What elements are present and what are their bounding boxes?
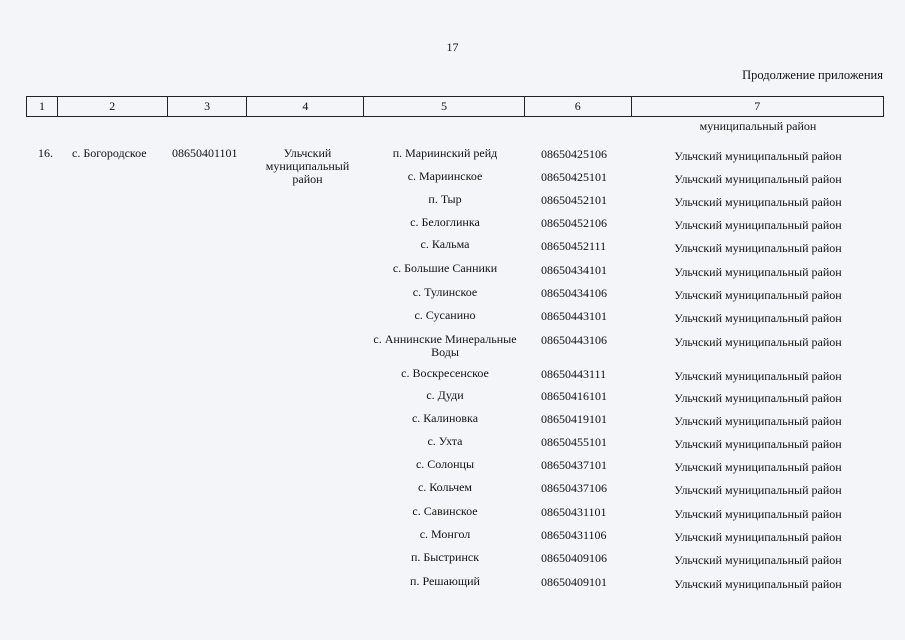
settlement-district: Ульчский муниципальный район xyxy=(674,335,842,349)
settlement-district: Ульчский муниципальный район xyxy=(674,149,842,163)
settlement-name: с. Большие Санники xyxy=(392,261,498,275)
settlement-district: Ульчский муниципальный район xyxy=(674,195,842,209)
table-header-row xyxy=(26,96,884,117)
settlement-district: Ульчский муниципальный район xyxy=(674,369,842,383)
header-col-4: 4 xyxy=(247,97,364,116)
header-col-2: 2 xyxy=(58,97,168,116)
settlement-district: Ульчский муниципальный район xyxy=(674,507,842,521)
settlement-name: с. Монгол xyxy=(419,527,471,541)
header-col-5: 5 xyxy=(364,97,525,116)
header-col-7: 7 xyxy=(754,99,761,113)
settlement-district: Ульчский муниципальный район xyxy=(674,577,842,591)
settlement-name: п. Решающий xyxy=(410,574,480,588)
settlement-code: 08650409101 xyxy=(541,575,607,589)
page-number: 17 xyxy=(446,40,459,54)
settlement-code: 08650416101 xyxy=(541,389,607,403)
continuation-text: муниципальный район xyxy=(699,119,817,133)
settlement-name: с. Калиновка xyxy=(411,411,479,425)
settlement-name: с. Солонцы xyxy=(415,457,475,471)
settlement-district: Ульчский муниципальный район xyxy=(674,391,842,405)
settlement-name: с. Дуди xyxy=(426,388,464,402)
settlement-code: 08650419101 xyxy=(541,412,607,426)
settlement-code: 08650431101 xyxy=(541,505,607,519)
header-col-3: 3 xyxy=(168,97,248,116)
settlement-code: 08650443101 xyxy=(541,309,607,323)
entry-settlement: с. Богородское xyxy=(72,146,147,160)
settlement-district: Ульчский муниципальный район xyxy=(674,414,842,428)
settlement-district: Ульчский муниципальный район xyxy=(674,460,842,474)
header-col-6: 6 xyxy=(525,97,632,116)
settlement-name: п. Мариинский рейд xyxy=(392,146,498,160)
settlement-name: п. Тыр xyxy=(428,192,462,206)
settlement-name: с. Тулинское xyxy=(412,285,478,299)
settlement-name: с. Кальма xyxy=(420,237,470,251)
entry-okato: 08650401101 xyxy=(172,146,238,160)
settlement-code: 08650425101 xyxy=(541,170,607,184)
settlement-code: 08650452111 xyxy=(541,239,607,253)
settlement-name: с. Сусанино xyxy=(414,308,476,322)
settlement-code: 08650452106 xyxy=(541,216,607,230)
header-col-1: 1 xyxy=(27,97,58,116)
settlement-district: Ульчский муниципальный район xyxy=(674,437,842,451)
settlement-name: с. Ухта xyxy=(427,434,463,448)
settlement-code: 08650452101 xyxy=(541,193,607,207)
settlement-district: Ульчский муниципальный район xyxy=(674,218,842,232)
settlement-district: Ульчский муниципальный район xyxy=(674,265,842,279)
settlement-code: 08650443111 xyxy=(541,367,607,381)
settlement-district: Ульчский муниципальный район xyxy=(674,553,842,567)
settlement-code: 08650409106 xyxy=(541,551,607,565)
settlement-district: Ульчский муниципальный район xyxy=(674,483,842,497)
settlement-district: Ульчский муниципальный район xyxy=(674,288,842,302)
settlement-code: 08650434106 xyxy=(541,286,607,300)
settlement-district: Ульчский муниципальный район xyxy=(674,241,842,255)
settlement-code: 08650437106 xyxy=(541,481,607,495)
appendix-note: Продолжение приложения xyxy=(742,68,883,82)
settlement-code: 08650443106 xyxy=(541,333,607,347)
settlement-name: с. Воскресенское xyxy=(401,366,489,380)
entry-district: Ульчский муниципальный район xyxy=(265,146,350,186)
settlement-name: с. Белоглинка xyxy=(410,215,480,229)
settlement-code: 08650431106 xyxy=(541,528,607,542)
settlement-name: с. Аннинские Минеральные Воды xyxy=(373,332,517,359)
settlement-code: 08650437101 xyxy=(541,458,607,472)
settlement-code: 08650425106 xyxy=(541,147,607,161)
settlement-district: Ульчский муниципальный район xyxy=(674,311,842,325)
settlement-code: 08650434101 xyxy=(541,263,607,277)
settlement-name: п. Быстринск xyxy=(410,550,480,564)
settlement-name: с. Мариинское xyxy=(407,169,483,183)
settlement-name: с. Савинское xyxy=(412,504,478,518)
settlement-code: 08650455101 xyxy=(541,435,607,449)
settlement-district: Ульчский муниципальный район xyxy=(674,172,842,186)
settlement-name: с. Кольчем xyxy=(417,480,473,494)
entry-number: 16. xyxy=(38,146,53,160)
settlement-district: Ульчский муниципальный район xyxy=(674,530,842,544)
